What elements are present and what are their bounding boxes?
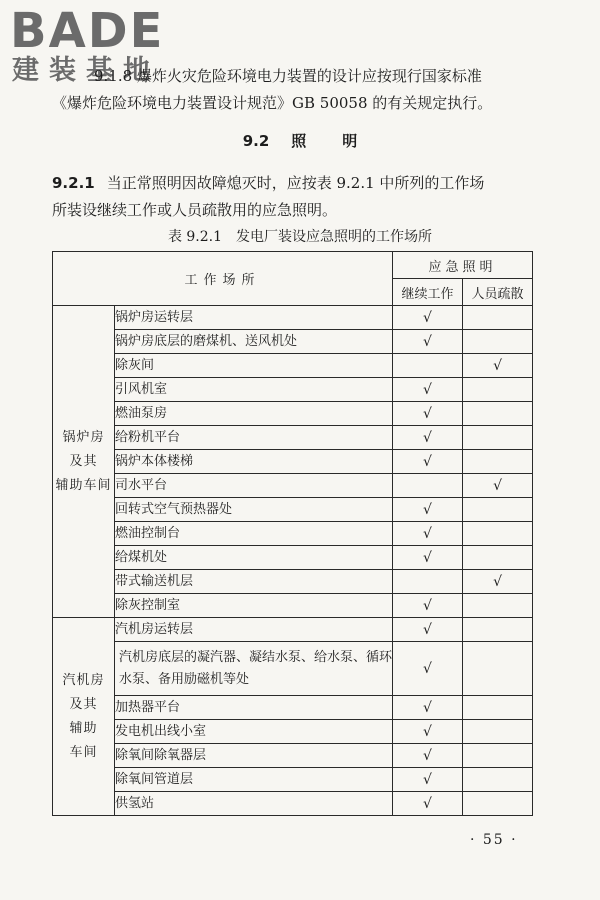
place-text: 锅炉房底层的磨煤机、送风机处: [115, 334, 298, 349]
table-row: [53, 618, 533, 642]
check-cell-evacuate: [463, 768, 533, 792]
table-row: [53, 450, 533, 474]
table-row: [53, 378, 533, 402]
area-line: 及其: [69, 453, 98, 469]
clause-line-2: 所装设继续工作或人员疏散用的应急照明。: [52, 201, 338, 219]
place-text: 加热器平台: [115, 700, 181, 715]
check-cell-evacuate: [463, 330, 533, 354]
header-emergency: 应急照明: [393, 252, 533, 279]
section-title: [0, 130, 600, 151]
check-mark-icon: √: [423, 747, 432, 764]
place-cell: [115, 426, 393, 450]
place-text: 汽机房底层的凝汽器、凝结水泵、给水泵、循环: [119, 649, 393, 665]
check-cell-evacuate: [463, 354, 533, 378]
check-cell-evacuate: [463, 522, 533, 546]
section-title-char-2: 明: [342, 132, 358, 150]
check-mark-icon: √: [423, 660, 432, 677]
table-row: [53, 498, 533, 522]
check-cell-evacuate: [463, 426, 533, 450]
check-cell-continue: [393, 354, 463, 378]
check-cell-continue: [393, 594, 463, 618]
place-text: 汽机房运转层: [115, 622, 194, 637]
page-number: · 55 ·: [470, 832, 518, 848]
place-cell: [115, 768, 393, 792]
place-text: 供氢站: [115, 796, 155, 811]
check-mark-icon: √: [423, 525, 432, 542]
table-row: [53, 594, 533, 618]
table-number: 表 9.2.1: [167, 229, 223, 245]
header-evacuate: 人员疏散: [463, 279, 533, 306]
logo-brand: BADE: [10, 3, 165, 59]
table-row: [53, 426, 533, 450]
place-cell: [115, 354, 393, 378]
table-caption: [0, 226, 600, 246]
place-text: 除氧间管道层: [115, 772, 194, 787]
check-cell-evacuate: [463, 792, 533, 816]
check-cell-continue: [393, 570, 463, 594]
check-cell-continue: [393, 498, 463, 522]
check-cell-evacuate: [463, 546, 533, 570]
clause-number: 9.2.1: [52, 174, 95, 192]
table-row: [53, 696, 533, 720]
section-number: 9.2: [242, 132, 270, 150]
check-cell-evacuate: [463, 474, 533, 498]
place-cell: [115, 402, 393, 426]
check-mark-icon: √: [423, 795, 432, 812]
place-cell: [115, 450, 393, 474]
table-row: [53, 642, 533, 696]
check-mark-icon: √: [423, 381, 432, 398]
table-row: [53, 354, 533, 378]
table-row: [53, 768, 533, 792]
check-mark-icon: √: [423, 453, 432, 470]
check-mark-icon: √: [423, 621, 432, 638]
logo-chinese: 建装基地: [12, 55, 160, 86]
check-mark-icon: √: [423, 333, 432, 350]
check-cell-continue: [393, 450, 463, 474]
place-text: 发电机出线小室: [115, 724, 207, 739]
check-mark-icon: √: [423, 699, 432, 716]
table-row: [53, 570, 533, 594]
check-cell-evacuate: [463, 720, 533, 744]
place-text: 锅炉本体楼梯: [115, 454, 194, 469]
table-row: [53, 546, 533, 570]
section-title-char-1: 照: [291, 132, 307, 150]
check-cell-continue: [393, 474, 463, 498]
check-cell-continue: [393, 330, 463, 354]
table-row: [53, 474, 533, 498]
place-cell: [115, 306, 393, 330]
table-row: [53, 744, 533, 768]
check-cell-evacuate: [463, 696, 533, 720]
intro-paragraph: [52, 63, 572, 117]
check-cell-continue: [393, 744, 463, 768]
clause-line-1: 当正常照明因故障熄灭时，应按表 9.2.1 中所列的工作场: [106, 174, 485, 192]
check-cell-evacuate: [463, 402, 533, 426]
place-cell: [115, 744, 393, 768]
check-mark-icon: √: [493, 477, 502, 494]
intro-line-1: 9.1.8 爆炸火灾危险环境电力装置的设计应按现行国家标准: [94, 67, 482, 85]
place-cell: [115, 570, 393, 594]
place-text: 给粉机平台: [115, 430, 181, 445]
place-cell: [115, 498, 393, 522]
check-mark-icon: √: [493, 573, 502, 590]
place-cell: [115, 696, 393, 720]
check-cell-continue: [393, 642, 463, 696]
place-cell: [115, 594, 393, 618]
table-row: [53, 306, 533, 330]
area-line: 辅助车间: [55, 477, 112, 493]
check-mark-icon: √: [423, 597, 432, 614]
table-row: [53, 720, 533, 744]
emergency-lighting-table: [52, 251, 533, 816]
check-cell-evacuate: [463, 594, 533, 618]
place-cell: [115, 720, 393, 744]
place-text-line-2: 水泵、备用励磁机等处: [119, 671, 250, 687]
check-cell-continue: [393, 768, 463, 792]
place-text: 除灰控制室: [115, 598, 181, 613]
place-cell: [115, 330, 393, 354]
place-cell: [115, 618, 393, 642]
place-text: 锅炉房运转层: [115, 310, 194, 325]
check-cell-evacuate: [463, 618, 533, 642]
intro-line-2: 《爆炸危险环境电力装置设计规范》GB 50058 的有关规定执行。: [52, 94, 493, 112]
check-cell-evacuate: [463, 570, 533, 594]
check-mark-icon: √: [423, 405, 432, 422]
check-cell-continue: [393, 618, 463, 642]
header-place: 工作场所: [53, 252, 393, 306]
check-cell-continue: [393, 792, 463, 816]
check-cell-evacuate: [463, 450, 533, 474]
place-cell: [115, 474, 393, 498]
place-text: 司水平台: [115, 478, 168, 493]
place-cell: [115, 792, 393, 816]
area-cell: [53, 618, 115, 816]
check-cell-evacuate: [463, 744, 533, 768]
table-body: [53, 306, 533, 816]
table-row: [53, 522, 533, 546]
place-text: 回转式空气预热器处: [115, 502, 233, 517]
table-title: 发电厂装设应急照明的工作场所: [236, 229, 433, 245]
place-text: 燃油控制台: [115, 526, 181, 541]
table-row: [53, 402, 533, 426]
check-mark-icon: √: [423, 429, 432, 446]
area-line: 锅炉房: [62, 429, 105, 445]
check-mark-icon: √: [423, 549, 432, 566]
place-text: 燃油泵房: [115, 406, 168, 421]
place-text: 引风机室: [115, 382, 168, 397]
check-mark-icon: √: [423, 771, 432, 788]
check-cell-continue: [393, 402, 463, 426]
place-cell: [115, 378, 393, 402]
clause-paragraph: [52, 170, 582, 224]
place-cell: [115, 522, 393, 546]
place-text: 带式输送机层: [115, 574, 194, 589]
area-line: 辅助: [69, 720, 98, 736]
check-cell-continue: [393, 546, 463, 570]
check-cell-continue: [393, 306, 463, 330]
table-row: [53, 330, 533, 354]
check-mark-icon: √: [423, 501, 432, 518]
check-mark-icon: √: [423, 309, 432, 326]
check-mark-icon: √: [493, 357, 502, 374]
check-cell-continue: [393, 426, 463, 450]
place-cell: [115, 546, 393, 570]
check-cell-evacuate: [463, 642, 533, 696]
check-cell-evacuate: [463, 498, 533, 522]
place-cell: [115, 642, 393, 696]
place-text: 除氧间除氧器层: [115, 748, 207, 763]
place-text: 除灰间: [115, 358, 155, 373]
area-line: 汽机房: [62, 672, 105, 688]
check-cell-continue: [393, 378, 463, 402]
check-mark-icon: √: [423, 723, 432, 740]
header-continue: 继续工作: [393, 279, 463, 306]
place-text: 给煤机处: [115, 550, 168, 565]
check-cell-continue: [393, 696, 463, 720]
check-cell-continue: [393, 720, 463, 744]
area-line: 及其: [69, 696, 98, 712]
table-header-row: [53, 252, 533, 279]
table-row: [53, 792, 533, 816]
area-line: 车间: [69, 744, 98, 760]
check-cell-evacuate: [463, 378, 533, 402]
check-cell-continue: [393, 522, 463, 546]
area-cell: [53, 306, 115, 618]
check-cell-evacuate: [463, 306, 533, 330]
